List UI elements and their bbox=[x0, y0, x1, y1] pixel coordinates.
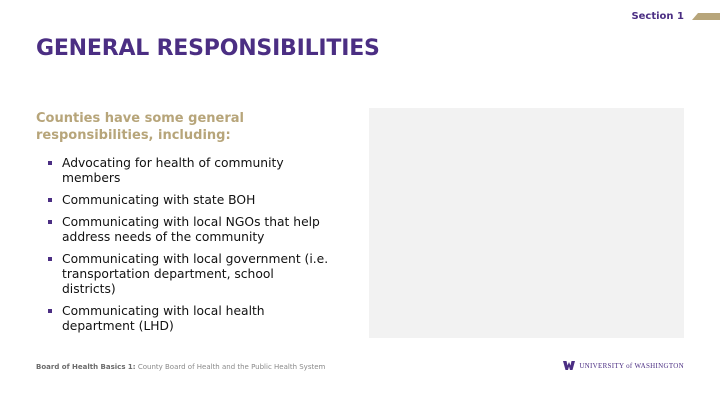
list-item-text: Communicating with local NGOs that help address needs of the community bbox=[62, 215, 320, 244]
list-item-text: Communicating with local government (i.e. transportation department, school districts) bbox=[62, 252, 329, 296]
list-item-text: Advocating for health of community members bbox=[62, 156, 284, 185]
intro-text: Counties have some general responsibilities, including: bbox=[36, 111, 244, 143]
bullet-icon bbox=[48, 161, 52, 165]
list-item bbox=[44, 252, 329, 297]
uw-logo bbox=[563, 361, 684, 370]
section-accent-bar bbox=[692, 13, 720, 20]
uw-logo-text: UNIVERSITY of WASHINGTON bbox=[579, 361, 684, 370]
list-item bbox=[44, 193, 329, 208]
responsibility-list bbox=[44, 156, 329, 341]
image-placeholder bbox=[369, 108, 684, 338]
slide-title: GENERAL RESPONSIBILITIES bbox=[36, 36, 380, 61]
uw-w-icon bbox=[563, 361, 575, 370]
list-item-text: Communicating with state BOH bbox=[62, 193, 256, 207]
bullet-icon bbox=[48, 309, 52, 313]
footer-course-bold: Board of Health Basics 1: bbox=[36, 363, 136, 371]
list-item-text: Communicating with local health department (LHD) bbox=[62, 304, 265, 333]
footer-course-rest: County Board of Health and the Public Health System bbox=[135, 363, 326, 371]
bullet-icon bbox=[48, 257, 52, 261]
bullet-icon bbox=[48, 220, 52, 224]
list-item bbox=[44, 304, 329, 334]
bullet-icon bbox=[48, 198, 52, 202]
list-item bbox=[44, 156, 329, 186]
section-label: Section 1 bbox=[631, 11, 684, 22]
list-item bbox=[44, 215, 329, 245]
footer-course-title bbox=[36, 363, 325, 371]
